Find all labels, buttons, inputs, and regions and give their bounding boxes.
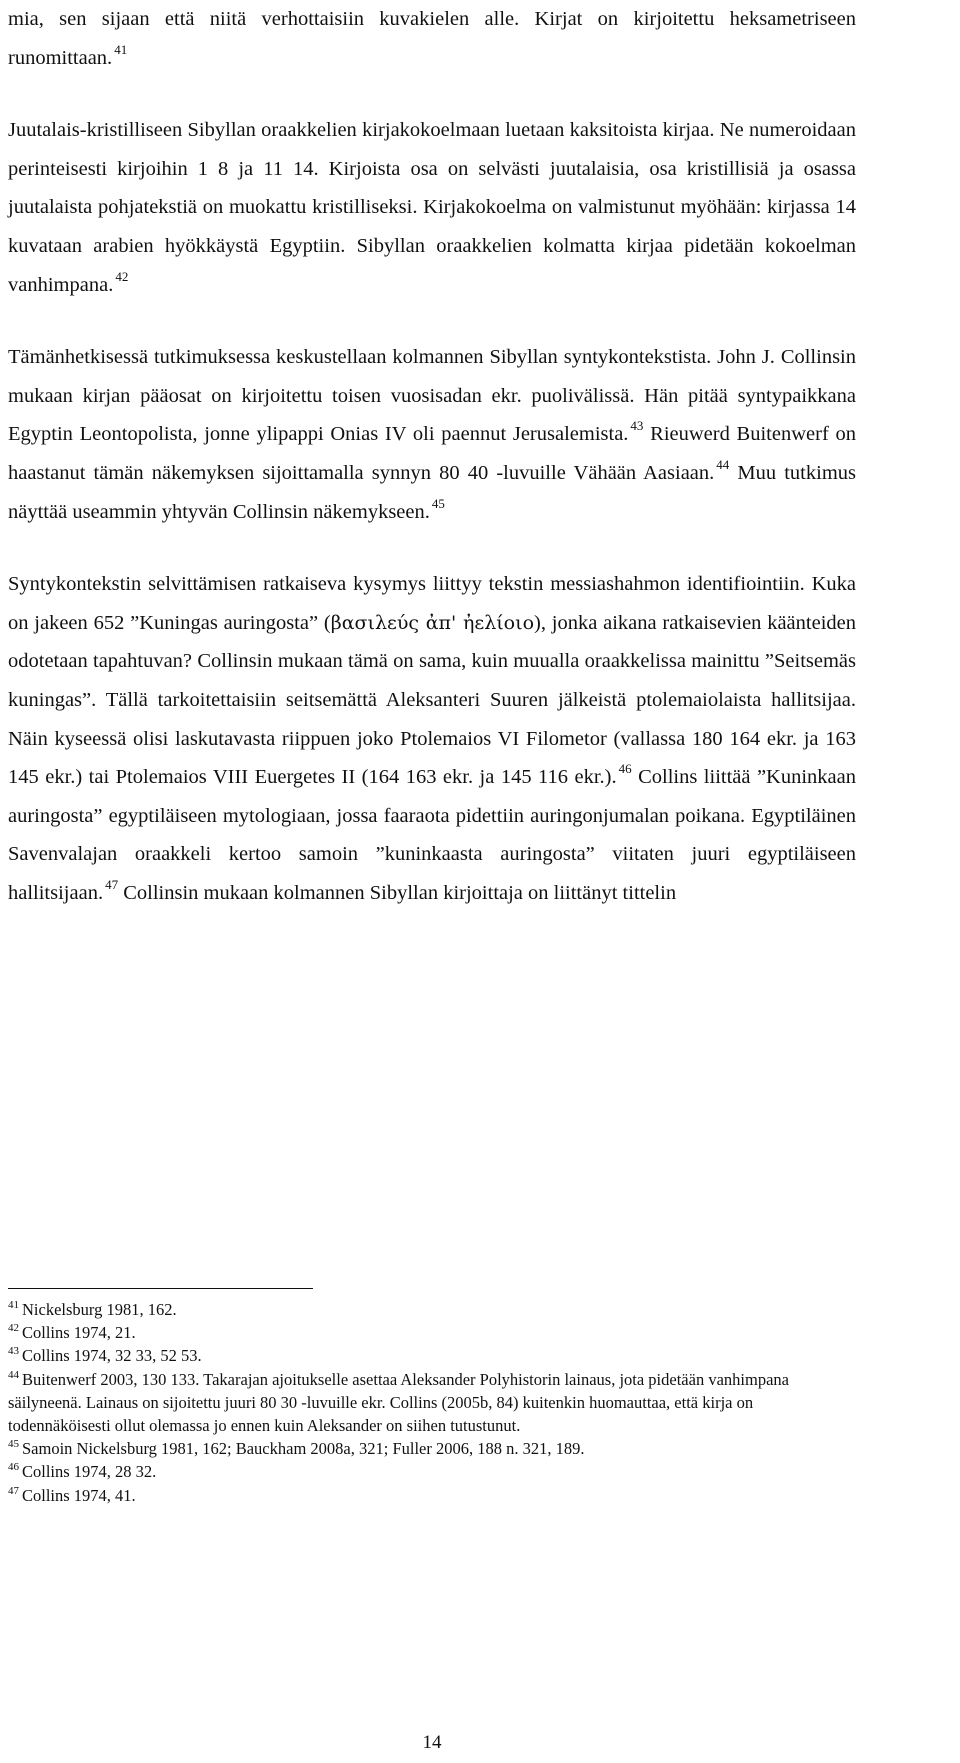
paragraph-4-segment-3: Collins liittää ”Kuninkaan auringosta” egyptiläiseen mytologiaan, jossa faaraota pidettiin auringonjumalan poikana. Egyptiläinen Savenvalajan oraakkeli kertoo samoin ”kuninkaasta auringosta” viitaten juuri egyptiläiseen hallitsijaan. xyxy=(8,766,856,904)
footnote-text: Collins 1974, 41. xyxy=(22,1485,136,1505)
body-text xyxy=(8,0,856,912)
paragraph-4-segment-2: ), jonka aikana ratkaisevien käänteiden odotetaan tapahtuvan? Collinsin mukaan tämä on sama, kuin muualla oraakkelissa mainittu ”Seitsemäs kuningas”. Tällä tarkoitettaisiin seitsemättä Aleksanteri Suuren jälkeistä ptolemaiolaista hallitsijaa. Näin kyseessä olisi laskutavasta riippuen joko Ptolemaios VI Filometor (vallassa 180 164 ekr. ja 163 145 ekr.) tai Ptolemaios VIII Euergetes II (164 163 ekr. ja 145 116 ekr.). xyxy=(8,611,856,789)
footnote-42 xyxy=(8,1321,856,1344)
footnote-number: 45 xyxy=(8,1438,19,1451)
footnote-ref-45: 45 xyxy=(431,495,445,511)
footnote-number: 44 xyxy=(8,1368,19,1381)
paragraph-3-segment-1: Tämänhetkisessä tutkimuksessa keskustellaan kolmannen Sibyllan syntykontekstista. John J. Collinsin mukaan kirjan pääosat on kirjoitettu toisen vuosisadan ekr. puolivälissä. Hän pitää syntypaikkana Egyptin Leontopolista, jonne ylipappi Onias IV oli paennut Jerusalemista. xyxy=(8,346,856,446)
footnote-ref-46: 46 xyxy=(618,761,632,777)
paragraph-3-segment-3: Muu tutkimus näyttää useammin yhtyvän Collinsin näkemykseen. xyxy=(8,461,856,523)
footnote-ref-43: 43 xyxy=(630,418,644,434)
footnote-text: Nickelsburg 1981, 162. xyxy=(22,1300,177,1319)
paragraph-1 xyxy=(8,0,856,77)
paragraph-2 xyxy=(8,111,856,304)
footnote-number: 46 xyxy=(8,1461,19,1474)
paragraph-1-text: mia, sen sijaan että niitä verhottaisiin kuvakielen alle. Kirjat on kirjoitettu heksametriseen runomittaan. xyxy=(8,8,856,69)
greek-quotation: βασιλεύς ἀπ' ἠελίοιο xyxy=(330,611,535,634)
footnote-ref-41: 41 xyxy=(114,41,128,57)
paragraph-4-segment-1: Syntykontekstin selvittämisen ratkaiseva kysymys liittyy tekstin messiashahmon identifiointiin. Kuka on jakeen 652 ”Kuningas auringosta” ( xyxy=(8,573,856,634)
footnote-47 xyxy=(8,1484,856,1507)
footnote-ref-42: 42 xyxy=(115,268,129,284)
paragraph-3 xyxy=(8,338,856,531)
paragraph-2-text: Juutalais-kristilliseen Sibyllan oraakkelien kirjakokoelmaan luetaan kaksitoista kirjaa. Ne numeroidaan perinteisesti kirjoihin 1 8 ja 11 14. Kirjoista osa on selvästi juutalaisia, osa kristillisiä ja osassa juutalaista pohjatekstiä on muokattu kristilliseksi. Kirjakokoelma on valmistunut myöhään: kirjassa 14 kuvataan arabien hyökkäystä Egyptiin. Sibyllan oraakkelien kolmatta kirjaa pidetään kokoelman vanhimpana. xyxy=(8,119,856,296)
footnote-43 xyxy=(8,1344,856,1367)
footnote-number: 47 xyxy=(8,1484,19,1497)
footnote-text: Collins 1974, 21. xyxy=(22,1323,136,1343)
document-page xyxy=(8,0,856,1753)
footnote-ref-47: 47 xyxy=(105,876,119,892)
page-number: 14 xyxy=(422,1732,442,1753)
footnote-ref-44: 44 xyxy=(716,456,730,472)
footnote-number: 43 xyxy=(8,1345,19,1358)
paragraph-4-segment-4: Collinsin mukaan kolmannen Sibyllan kirjoittaja on liittänyt tittelin xyxy=(118,881,677,904)
footnote-number: 41 xyxy=(8,1299,19,1311)
footnote-text: Samoin Nickelsburg 1981, 162; Bauckham 2008a, 321; Fuller 2006, 188 n. 321, 189. xyxy=(22,1439,585,1459)
paragraph-3-segment-2: Rieuwerd Buitenwerf on haastanut tämän näkemyksen sijoittamalla synnyn 80 40 -luvuille Vähään Aasiaan. xyxy=(8,423,856,484)
footnotes xyxy=(8,1298,856,1507)
footnote-separator xyxy=(8,1288,313,1289)
footnote-46 xyxy=(8,1460,856,1483)
footnote-text: Collins 1974, 32 33, 52 53. xyxy=(22,1346,202,1366)
footnote-text: Collins 1974, 28 32. xyxy=(22,1462,157,1482)
footnote-number: 42 xyxy=(8,1322,19,1335)
footnote-44 xyxy=(8,1368,856,1438)
footnote-45 xyxy=(8,1437,856,1460)
paragraph-4 xyxy=(8,565,856,912)
footnote-text: Buitenwerf 2003, 130 133. Takarajan ajoitukselle asettaa Aleksander Polyhistorin lainaus, jota pidetään vanhimpana säilyneenä. Lainaus on sijoitettu juuri 80 30 -luvuille ekr. Collins (2005b, 84) kuitenkin huomauttaa, että kirja on todennäköisesti ollut olemassa jo ennen kuin Aleksander on siihen tutustunut. xyxy=(8,1369,789,1436)
footnote-41 xyxy=(8,1298,856,1321)
